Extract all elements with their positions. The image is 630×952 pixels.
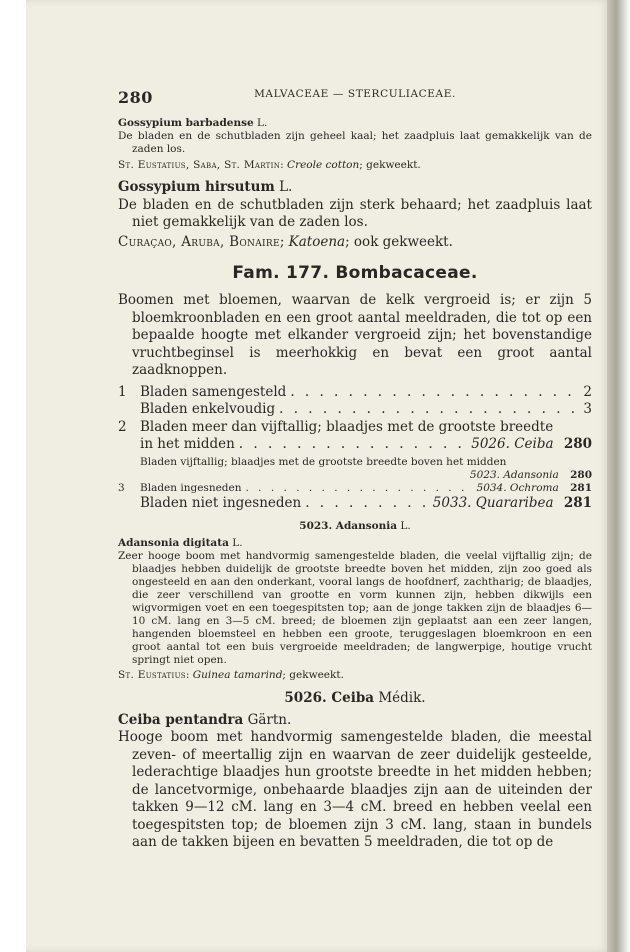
leader-dots <box>305 495 429 513</box>
ref-number: 5023. <box>469 468 500 481</box>
genus-heading-ceiba <box>118 690 592 708</box>
cultivation-note: ; gekweekt. <box>359 159 421 171</box>
ref-number: 5034. <box>476 481 507 494</box>
ref-number: 5033. <box>432 494 472 511</box>
ref-page: 280 <box>570 468 592 481</box>
key-row <box>118 384 592 402</box>
ref-page: 281 <box>570 481 592 494</box>
vernacular-name: Guinea tamarind <box>192 669 283 681</box>
key-reference <box>433 495 592 513</box>
ref-genus: Ochroma <box>509 481 559 494</box>
species-name: Gossypium barbadense <box>118 117 254 129</box>
leader-dots <box>290 384 579 402</box>
key-row <box>118 456 592 482</box>
key-text: Bladen niet ingesneden <box>140 494 302 511</box>
book-spine <box>607 0 630 952</box>
ref-genus: Quararibea <box>475 494 554 511</box>
key-text: Bladen meer dan vijftallig; blaadjes met de grootste breedte <box>140 418 554 435</box>
species-description: Hooge boom met handvormig samengestelde bladen, die meestal zeven- of meertallig zijn en waarvan de zeer duidelijk gesteelde, lederachtige blaadjes hun grootste breedte in het midden hebben; de lancetvormige, onbehaarde blaadjes zijn aan de uiteinden der takken 9—12 cM. lang en 3—4 cM. breed en hebben veelal een toegespitsten top; de bloemen zijn 3 cM. lang, staan in bundels aan de takken bijeen en bevatten 5 meeldraden, die tot op de <box>118 729 592 850</box>
species-name: Gossypium hirsutum <box>118 179 275 195</box>
species-distribution: St. Eustatius, Saba, St. Martin: Creole cotton; gekweekt. <box>118 159 421 171</box>
page-header <box>118 88 592 110</box>
genus-name: 5026. Ceiba <box>284 690 375 706</box>
key-reference <box>471 436 592 454</box>
cultivation-note: ; gekweekt. <box>282 669 344 681</box>
vernacular-name: Katoena <box>288 233 346 250</box>
key-text: Bladen vijftallig; blaadjes met de grootste breedte boven het midden <box>140 455 507 468</box>
ref-genus: Ceiba <box>514 436 554 452</box>
page-content <box>118 88 592 852</box>
key-reference: 3 <box>583 401 592 417</box>
genus-name: 5023. Adansonia <box>299 520 398 532</box>
key-row <box>118 419 592 437</box>
key-row <box>118 495 592 513</box>
ref-genus: Adansonia <box>503 468 559 481</box>
species-author: Gärtn. <box>247 711 292 728</box>
key-number: 3 <box>118 481 125 494</box>
key-number: 2 <box>118 418 127 435</box>
species-distribution: Curaçao, Aruba, Bonaire; Katoena; ook gekweekt. <box>118 233 453 250</box>
key-text: Bladen enkelvoudig <box>140 401 276 417</box>
key-number: 1 <box>118 383 127 400</box>
genus-author: Médik. <box>378 690 426 706</box>
localities: St. Eustatius <box>118 669 186 681</box>
species-description: Zeer hooge boom met handvormig samengestelde bladen, die veelal vijftallig zijn; de blaadjes hebben duidelijk de grootste breedte boven het midden, zijn zoo goed als ongesteeld en aan den onderkant, vooral langs de hoofdnerf, zachtharig; de blaadjes, die zeer verschillend van grootte en vorm kunnen zijn, hebben dikwijls een wigvormigen voet en een toegespitsten top; aan de jonge takken zijn de blaadjes 6—10 cM. lang en 3—5 cM. breed; de bloemen zijn geplaatst aan een zeer langen, hangenden bloemsteel en hebben een groote, teruggeslagen bloemkroon en een groot aantal tot een buis vergroeide meeldraden; de langwerpige, houtige vrucht springt niet open. <box>118 550 592 666</box>
species-name: Adansonia digitata <box>118 537 229 549</box>
leader-dots <box>239 436 467 454</box>
key-reference <box>477 482 592 495</box>
key-row-continuation <box>118 436 592 454</box>
determination-key <box>118 384 592 513</box>
family-description: Boomen met bloemen, waarvan de kelk vergroeid is; er zijn 5 bloemkroonbladen en een groot aantal meeldraden, die tot op een bepaalde hoogte met elkander vergroeid zijn; het bovenstandige vruchtbeginsel is meerhokkig en bevat een groot aantal zaadknoppen. <box>118 292 592 378</box>
species-adansonia-digitata <box>118 537 592 682</box>
species-ceiba-pentandra <box>118 712 592 852</box>
ref-number: 5026. <box>471 436 510 452</box>
key-text: in het midden <box>140 436 235 452</box>
species-distribution: St. Eustatius: Guinea tamarind; gekweekt. <box>118 669 344 681</box>
key-text: Bladen ingesneden <box>140 481 242 494</box>
key-row <box>118 401 592 419</box>
species-description: De bladen en de schutbladen zijn sterk behaard; het zaadpluis laat niet gemakkelijk van de zaden los. <box>118 196 592 230</box>
species-name: Ceiba pentandra <box>118 711 244 728</box>
genus-author: L. <box>400 520 411 532</box>
species-gossypium-barbadense <box>118 117 592 172</box>
species-author: L. <box>257 117 268 129</box>
species-author: L. <box>232 537 243 549</box>
species-description: De bladen en de schutbladen zijn geheel kaal; het zaadpluis laat gemakkelijk van de zaden los. <box>118 130 592 155</box>
vernacular-name: Creole cotton <box>287 159 360 171</box>
leader-dots <box>246 482 473 495</box>
key-row <box>118 482 592 495</box>
leader-dots <box>279 401 579 419</box>
family-title: Fam. 177. Bombacaceae. <box>232 263 478 283</box>
ref-page: 280 <box>563 436 592 452</box>
ref-page: 281 <box>563 494 592 511</box>
species-gossypium-hirsutum <box>118 179 592 251</box>
running-title: MALVACEAE — STERCULIACEAE. <box>254 88 456 100</box>
localities: St. Eustatius, Saba, St. Martin <box>118 159 281 171</box>
key-reference: 2 <box>583 383 592 400</box>
key-reference <box>118 469 592 482</box>
key-text: Bladen samengesteld <box>140 383 287 400</box>
genus-heading-adansonia <box>118 520 592 533</box>
localities: Curaçao, Aruba, Bonaire <box>118 233 280 250</box>
page-number: 280 <box>118 88 153 107</box>
species-author: L. <box>279 179 293 195</box>
cultivation-note: ; ook gekweekt. <box>345 233 453 250</box>
